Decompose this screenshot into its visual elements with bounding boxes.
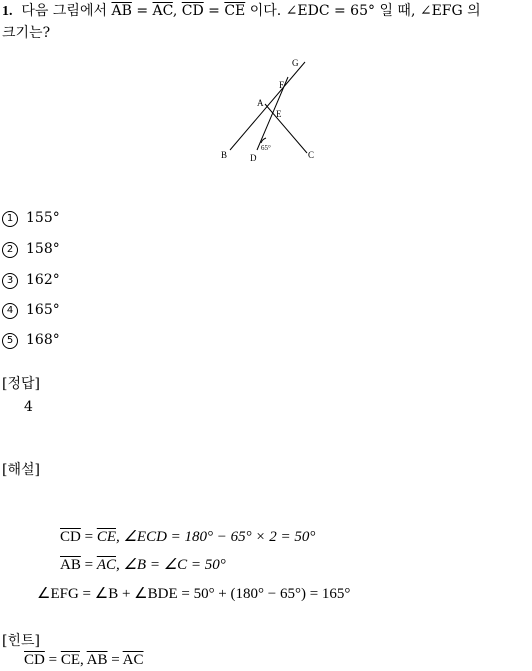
label-b: B (221, 150, 228, 160)
question-condition: 이다. ∠EDC = 65° 일 때, ∠EFG 의 (249, 3, 481, 19)
answer-value: 4 (24, 399, 33, 415)
segment-cd: $\overline{CD}$ (181, 3, 204, 19)
label-c: C (308, 150, 315, 160)
question-line-1: 1. 다음 그림에서 $\overline{AB} = \overline{AC}$, $\overline{CD} = \overline{CE}$ 이다. ∠EDC = 65° 일 때, ∠EFG 의 (2, 3, 481, 19)
explanation-heading: [해설] (2, 462, 40, 478)
segment-ab: $\overline{AB}$ (111, 3, 132, 19)
label-g: G (292, 58, 299, 68)
explanation-line-3: ∠EFG = ∠B + ∠BDE = 50° + (180° − 65°) = 165° (37, 586, 351, 602)
choice-value: 165° (26, 302, 60, 318)
label-angle-65: 65° (261, 144, 271, 152)
choice-marker: 4 (2, 303, 18, 319)
question-number: 1. (2, 4, 13, 19)
choice-marker: 3 (2, 273, 18, 289)
label-d: D (250, 153, 257, 163)
question-prefix: 다음 그림에서 (21, 3, 108, 19)
choice-value: 158° (26, 241, 60, 257)
hint-line: $\overline{CD} = \overline{CE}$, $\overline{AB} = \overline{AC}$ (24, 652, 144, 668)
choice-value: 162° (26, 272, 60, 288)
choice-value: 168° (26, 332, 60, 348)
label-a: A (257, 98, 264, 108)
explanation-line-1: $\overline{CD} = \overline{CE}$, ∠ECD = 180° − 65° × 2 = 50° (60, 529, 316, 545)
label-e: E (276, 109, 282, 119)
choice-2[interactable] (2, 241, 60, 258)
geometry-figure (0, 0, 532, 200)
choice-marker: 1 (2, 211, 18, 227)
choice-5[interactable] (2, 332, 60, 349)
segment-ac: $\overline{AC}$ (152, 3, 173, 19)
line-a-c (265, 104, 307, 153)
label-f: F (279, 80, 285, 90)
choice-3[interactable] (2, 272, 60, 289)
answer-heading: [정답] (2, 376, 40, 392)
segment-ce: $\overline{CE}$ (224, 3, 246, 19)
question-line-2: 크기는? (2, 25, 51, 41)
hint-heading: [힌트] (2, 633, 40, 649)
choice-1[interactable] (2, 210, 60, 227)
choice-marker: 2 (2, 242, 18, 258)
choice-marker: 5 (2, 333, 18, 349)
explanation-line-2: $\overline{AB} = \overline{AC}$, ∠B = ∠C = 50° (60, 557, 226, 573)
choice-4[interactable] (2, 302, 60, 319)
choice-value: 155° (26, 210, 60, 226)
